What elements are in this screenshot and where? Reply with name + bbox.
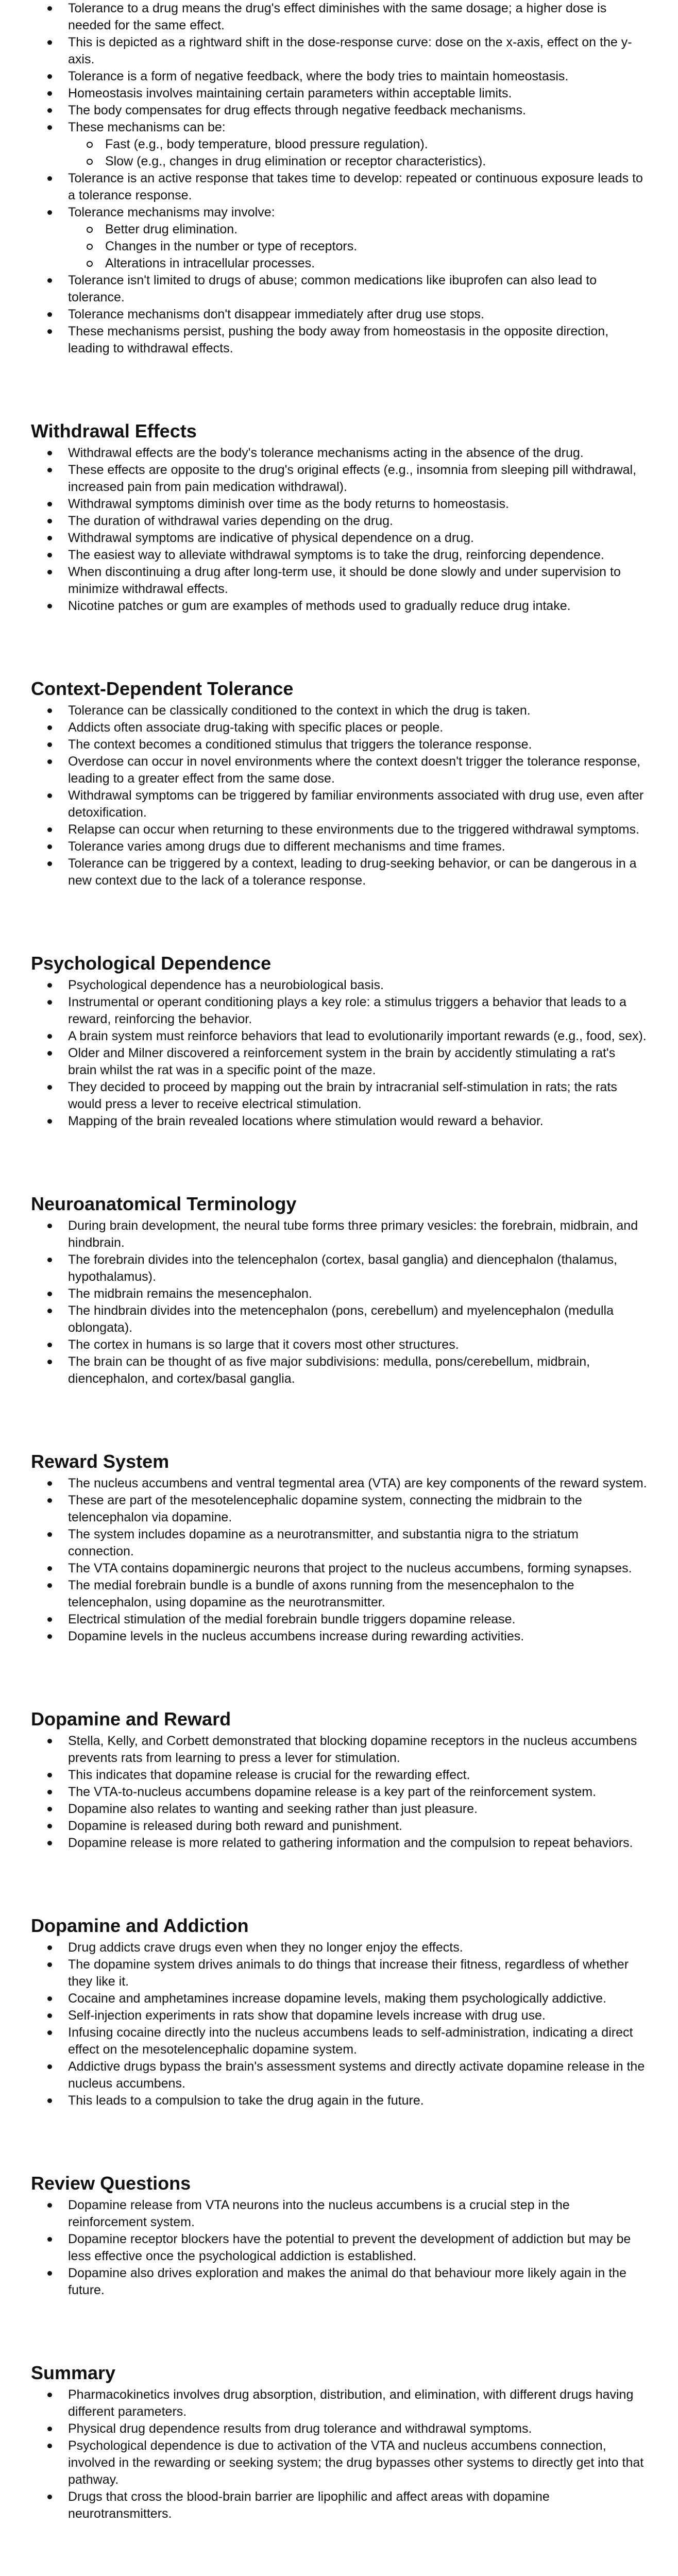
section-heading: Review Questions [31, 2173, 191, 2194]
bullet-item: The cortex in humans is so large that it covers most other structures. [31, 1336, 647, 1353]
bullet-item: Electrical stimulation of the medial forebrain bundle triggers dopamine release. [31, 1611, 647, 1628]
bullet-item [31, 68, 647, 85]
bullet-item: The VTA-to-nucleus accumbens dopamine release is a key part of the reinforcement system. [31, 1784, 647, 1801]
bullet-item: The nucleus accumbens and ventral tegmental area (VTA) are key components of the reward system. [31, 1475, 647, 1492]
bullet-item: The dopamine system drives animals to do things that increase their fitness, regardless of whether they like it. [31, 1956, 647, 1990]
bullet-item: Dopamine release is more related to gathering information and the compulsion to repeat behaviors. [31, 1835, 647, 1852]
section-bullet-list [31, 1217, 647, 1387]
bullet-item: The hindbrain divides into the metencephalon (pons, cerebellum) and myelencephalon (medulla oblongata). [31, 1302, 647, 1336]
bullet-item: A brain system must reinforce behaviors that lead to evolutionarily important rewards (e.g., food, sex). [31, 1028, 647, 1045]
bullet-item: Self-injection experiments in rats show that dopamine levels increase with drug use. [31, 2007, 647, 2024]
bullet-item: Dopamine levels in the nucleus accumbens increase during rewarding activities. [31, 1628, 647, 1645]
bullet-item: Cocaine and amphetamines increase dopamine levels, making them psychologically addictive. [31, 1990, 647, 2007]
bullet-item: Overdose can occur in novel environments where the context doesn't trigger the tolerance response, leading to a greater effect from the same dose. [31, 753, 647, 787]
bullet-item: Psychological dependence has a neurobiological basis. [31, 977, 647, 994]
section-bullet-list [31, 977, 647, 1130]
bullet-item [31, 119, 647, 170]
bullet-item: The easiest way to alleviate withdrawal symptoms is to take the drug, reinforcing dependence. [31, 547, 647, 564]
bullet-item [31, 306, 647, 323]
bullet-item: Drugs that cross the blood-brain barrier are lipophilic and affect areas with dopamine neurotransmitters. [31, 2488, 647, 2522]
section-context-dependent-tolerance [31, 677, 647, 889]
bullet-item: These effects are opposite to the drug's original effects (e.g., insomnia from sleeping pill withdrawal, increased pain from pain medication withdrawal). [31, 462, 647, 496]
bullet-item [31, 272, 647, 306]
section-heading: Withdrawal Effects [31, 420, 197, 442]
bullet-item: Withdrawal symptoms can be triggered by familiar environments associated with drug use, even after detoxification. [31, 787, 647, 821]
bullet-text: Homeostasis involves maintaining certain parameters within acceptable limits. [68, 86, 512, 100]
bullet-item: Tolerance can be triggered by a context, leading to drug-seeking behavior, or can be dangerous in a new context due to the lack of a tolerance response. [31, 855, 647, 889]
bullet-text: Tolerance to a drug means the drug's effect diminishes with the same dosage; a higher dose is needed for the same effect. [68, 1, 607, 32]
bullet-item: These are part of the mesotelencephalic dopamine system, connecting the midbrain to the telencephalon via dopamine. [31, 1492, 647, 1526]
section-heading: Reward System [31, 1451, 170, 1472]
bullet-item: Instrumental or operant conditioning plays a key role: a stimulus triggers a behavior that leads to a reward, reinforcing the behavior. [31, 994, 647, 1028]
bullet-item: The VTA contains dopaminergic neurons that project to the nucleus accumbens, forming synapses. [31, 1560, 647, 1577]
bullet-item: The system includes dopamine as a neurotransmitter, and substantia nigra to the striatum connection. [31, 1526, 647, 1560]
bullet-item: Relapse can occur when returning to these environments due to the triggered withdrawal symptoms. [31, 821, 647, 838]
bullet-item [31, 85, 647, 102]
bullet-item: Tolerance can be classically conditioned to the context in which the drug is taken. [31, 702, 647, 719]
bullet-item: Dopamine also relates to wanting and seeking rather than just pleasure. [31, 1801, 647, 1818]
bullet-item [31, 170, 647, 204]
bullet-item: Physical drug dependence results from drug tolerance and withdrawal symptoms. [31, 2420, 647, 2437]
sub-bullet-list [68, 136, 647, 170]
bullet-item [31, 34, 647, 68]
bullet-item: Dopamine is released during both reward and punishment. [31, 1818, 647, 1835]
bullet-text: Tolerance mechanisms don't disappear immediately after drug use stops. [68, 307, 484, 321]
section-psychological-dependence [31, 952, 647, 1130]
bullet-item: Withdrawal symptoms diminish over time as the body returns to homeostasis. [31, 496, 647, 513]
section-reward-system [31, 1450, 647, 1645]
section-review-questions [31, 2172, 647, 2299]
section-withdrawal-effects [31, 420, 647, 615]
bullet-item [31, 0, 647, 34]
bullet-item: The forebrain divides into the telencephalon (cortex, basal ganglia) and diencephalon (thalamus, hypothalamus). [31, 1251, 647, 1285]
bullet-item: Addictive drugs bypass the brain's assessment systems and directly activate dopamine release in the nucleus accumbens. [31, 2058, 647, 2092]
sub-bullet-list [68, 221, 647, 272]
bullet-item: Tolerance varies among drugs due to different mechanisms and time frames. [31, 838, 647, 855]
section-heading: Dopamine and Addiction [31, 1915, 249, 1936]
section-bullet-list [31, 1475, 647, 1645]
bullet-text: This is depicted as a rightward shift in the dose-response curve: dose on the x-axis, effect on the y-axis. [68, 35, 632, 66]
section-heading: Summary [31, 2362, 116, 2383]
bullet-item: The midbrain remains the mesencephalon. [31, 1285, 647, 1302]
section-bullet-list [31, 2197, 647, 2299]
section-dopamine-and-addiction [31, 1914, 647, 2109]
section-dopamine-and-reward [31, 1708, 647, 1852]
bullet-item: Withdrawal effects are the body's tolerance mechanisms acting in the absence of the drug. [31, 445, 647, 462]
bullet-item: They decided to proceed by mapping out the brain by intracranial self-stimulation in rats; the rats would press a lever to receive electrical stimulation. [31, 1079, 647, 1113]
bullet-item: Withdrawal symptoms are indicative of physical dependence on a drug. [31, 530, 647, 547]
bullet-item: This indicates that dopamine release is crucial for the rewarding effect. [31, 1767, 647, 1784]
bullet-item: Dopamine release from VTA neurons into the nucleus accumbens is a crucial step in the reinforcement system. [31, 2197, 647, 2231]
bullet-item: Drug addicts crave drugs even when they no longer enjoy the effects. [31, 1939, 647, 1956]
sub-bullet-item: Slow (e.g., changes in drug elimination or receptor characteristics). [68, 153, 647, 170]
bullet-item: The brain can be thought of as five major subdivisions: medulla, pons/cerebellum, midbrain, diencephalon, and cortex/basal ganglia. [31, 1353, 647, 1387]
bullet-item: This leads to a compulsion to take the drug again in the future. [31, 2092, 647, 2109]
section-bullet-list [31, 445, 647, 615]
sub-bullet-item: Changes in the number or type of receptors. [68, 238, 647, 255]
bullet-item: Nicotine patches or gum are examples of methods used to gradually reduce drug intake. [31, 598, 647, 615]
bullet-item: The duration of withdrawal varies depending on the drug. [31, 513, 647, 530]
bullet-item: Dopamine receptor blockers have the potential to prevent the development of addiction but may be less effective once the psychological addiction is established. [31, 2231, 647, 2265]
bullet-text: These mechanisms can be: [68, 120, 226, 134]
bullet-item: Older and Milner discovered a reinforcement system in the brain by accidently stimulating a rat's brain whilst the rat was in a specific point of the maze. [31, 1045, 647, 1079]
bullet-item: The context becomes a conditioned stimulus that triggers the tolerance response. [31, 736, 647, 753]
bullet-item [31, 323, 647, 357]
section-heading: Psychological Dependence [31, 953, 272, 974]
sub-bullet-item: Alterations in intracellular processes. [68, 255, 647, 272]
sub-bullet-item: Better drug elimination. [68, 221, 647, 238]
section-summary [31, 2362, 647, 2522]
bullet-item: Infusing cocaine directly into the nucleus accumbens leads to self-administration, indicating a direct effect on the mesotelencephalic dopamine system. [31, 2024, 647, 2058]
bullet-item: Dopamine also drives exploration and makes the animal do that behaviour more likely again in the future. [31, 2265, 647, 2299]
bullet-item: Stella, Kelly, and Corbett demonstrated that blocking dopamine receptors in the nucleus accumbens prevents rats from learning to press a lever for stimulation. [31, 1733, 647, 1767]
bullet-item: During brain development, the neural tube forms three primary vesicles: the forebrain, midbrain, and hindbrain. [31, 1217, 647, 1251]
intro-bullet-list [31, 0, 647, 357]
sub-bullet-item: Fast (e.g., body temperature, blood pressure regulation). [68, 136, 647, 153]
bullet-text: These mechanisms persist, pushing the body away from homeostasis in the opposite direction, leading to withdrawal effects. [68, 324, 609, 355]
section-neuroanatomical-terminology [31, 1193, 647, 1387]
bullet-text: The body compensates for drug effects through negative feedback mechanisms. [68, 103, 526, 117]
section-heading: Neuroanatomical Terminology [31, 1193, 297, 1214]
bullet-text: Tolerance mechanisms may involve: [68, 205, 275, 219]
sections-container [31, 420, 647, 2522]
section-bullet-list [31, 1939, 647, 2109]
bullet-item: Mapping of the brain revealed locations where stimulation would reward a behavior. [31, 1113, 647, 1130]
section-bullet-list [31, 1733, 647, 1852]
bullet-text: Tolerance is an active response that takes time to develop: repeated or continuous exposure leads to a tolerance response. [68, 171, 643, 202]
bullet-item: Psychological dependence is due to activation of the VTA and nucleus accumbens connection, involved in the rewarding or seeking system; the drug bypasses other systems to directly get into that pathway. [31, 2437, 647, 2488]
bullet-item [31, 204, 647, 272]
section-heading: Context-Dependent Tolerance [31, 678, 294, 699]
section-heading: Dopamine and Reward [31, 1708, 231, 1730]
bullet-item: Pharmacokinetics involves drug absorption, distribution, and elimination, with different drugs having different parameters. [31, 2386, 647, 2420]
section-bullet-list [31, 702, 647, 889]
bullet-text: Tolerance is a form of negative feedback, where the body tries to maintain homeostasis. [68, 69, 569, 83]
bullet-text: Tolerance isn't limited to drugs of abuse; common medications like ibuprofen can also lead to tolerance. [68, 273, 597, 304]
bullet-item [31, 102, 647, 119]
bullet-item: The medial forebrain bundle is a bundle of axons running from the mesencephalon to the telencephalon, using dopamine as the neurotransmitter. [31, 1577, 647, 1611]
bullet-item: When discontinuing a drug after long-term use, it should be done slowly and under supervision to minimize withdrawal effects. [31, 564, 647, 598]
section-bullet-list [31, 2386, 647, 2522]
bullet-item: Addicts often associate drug-taking with specific places or people. [31, 719, 647, 736]
